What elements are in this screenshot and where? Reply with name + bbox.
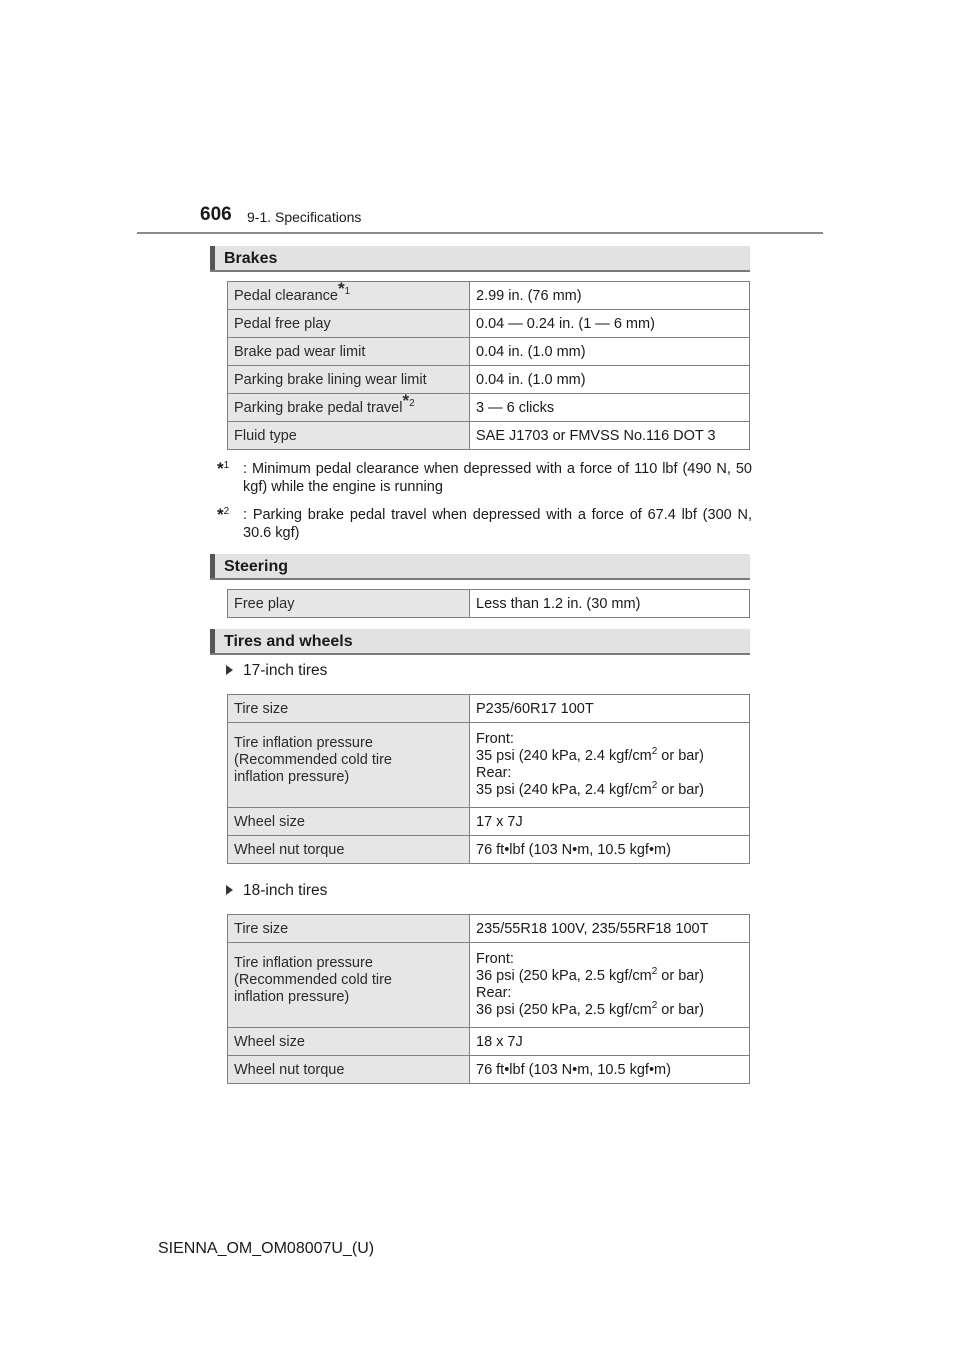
spec-label: Wheel nut torque bbox=[228, 836, 470, 864]
table-row bbox=[228, 590, 750, 618]
tires-17-subheading: 17-inch tires bbox=[226, 662, 327, 680]
spec-label: Wheel nut torque bbox=[228, 1056, 470, 1084]
table-row bbox=[228, 808, 750, 836]
steering-heading-label: Steering bbox=[224, 558, 289, 575]
table-row bbox=[228, 943, 750, 1028]
table-row bbox=[228, 1028, 750, 1056]
table-row bbox=[228, 723, 750, 808]
table-row bbox=[228, 366, 750, 394]
table-row bbox=[228, 310, 750, 338]
table-row bbox=[228, 695, 750, 723]
table-row bbox=[228, 915, 750, 943]
spec-label: Tire size bbox=[228, 695, 470, 723]
spec-value: Front: 35 psi (240 kPa, 2.4 kgf/$cm^2$ or bar) Rear: 35 psi (240 kPa, 2.4 kgf/$cm^2$ or bar) bbox=[470, 723, 750, 808]
table-row bbox=[228, 394, 750, 422]
table-row bbox=[228, 422, 750, 450]
tires-17-table bbox=[227, 694, 750, 864]
spec-label: Tire inflation pressure (Recommended cold tire inflation pressure) bbox=[228, 723, 470, 808]
spec-value: 0.04 in. (1.0 mm) bbox=[470, 366, 750, 394]
spec-label: Pedal clearance$^{*1}$ bbox=[228, 282, 470, 310]
brakes-heading-label: Brakes bbox=[224, 250, 278, 267]
spec-label: Brake pad wear limit bbox=[228, 338, 470, 366]
spec-label: Parking brake pedal travel$^{*2}$ bbox=[228, 394, 470, 422]
steering-heading bbox=[210, 554, 750, 580]
spec-label: Fluid type bbox=[228, 422, 470, 450]
spec-value: 0.04 in. (1.0 mm) bbox=[470, 338, 750, 366]
header-divider bbox=[137, 232, 823, 234]
spec-value: P235/60R17 100T bbox=[470, 695, 750, 723]
page-number: 606 bbox=[200, 204, 232, 225]
spec-label: Free play bbox=[228, 590, 470, 618]
spec-value: SAE J1703 or FMVSS No.116 DOT 3 bbox=[470, 422, 750, 450]
spec-label: Wheel size bbox=[228, 1028, 470, 1056]
spec-value: 17 x 7J bbox=[470, 808, 750, 836]
tires-heading-label: Tires and wheels bbox=[224, 633, 353, 650]
section-title: 9-1. Specifications bbox=[247, 209, 362, 225]
table-row bbox=[228, 836, 750, 864]
bullet-arrow-icon bbox=[226, 885, 233, 895]
spec-value: 18 x 7J bbox=[470, 1028, 750, 1056]
brakes-table bbox=[227, 278, 750, 450]
spec-value: 3 — 6 clicks bbox=[470, 394, 750, 422]
spec-label: Wheel size bbox=[228, 808, 470, 836]
spec-value: 2.99 in. (76 mm) bbox=[470, 282, 750, 310]
spec-label: Tire size bbox=[228, 915, 470, 943]
tires-18-subheading: 18-inch tires bbox=[226, 882, 327, 900]
tires-18-table bbox=[227, 914, 750, 1084]
bullet-arrow-icon bbox=[226, 665, 233, 675]
brakes-heading bbox=[210, 246, 750, 272]
table-row bbox=[228, 282, 750, 310]
footnote-1: *$^1$ : Minimum pedal clearance when depressed with a force of 110 lbf (490 N, 50 kgf) while the engine is running bbox=[217, 459, 752, 495]
spec-value: 76 ft•lbf (103 N•m, 10.5 kgf•m) bbox=[470, 836, 750, 864]
spec-label: Tire inflation pressure (Recommended cold tire inflation pressure) bbox=[228, 943, 470, 1028]
spec-value: Less than 1.2 in. (30 mm) bbox=[470, 590, 750, 618]
steering-table bbox=[227, 589, 750, 618]
spec-value: 0.04 — 0.24 in. (1 — 6 mm) bbox=[470, 310, 750, 338]
table-row bbox=[228, 1056, 750, 1084]
spec-value: Front: 36 psi (250 kPa, 2.5 kgf/$cm^2$ or bar) Rear: 36 psi (250 kPa, 2.5 kgf/$cm^2$ or bar) bbox=[470, 943, 750, 1028]
table-row bbox=[228, 338, 750, 366]
spec-value: 235/55R18 100V, 235/55RF18 100T bbox=[470, 915, 750, 943]
tires-heading bbox=[210, 629, 750, 655]
spec-label: Parking brake lining wear limit bbox=[228, 366, 470, 394]
footnote-2: *$^2$ : Parking brake pedal travel when depressed with a force of 67.4 lbf (300 N, 30.6 kgf) bbox=[217, 505, 752, 541]
document-code: SIENNA_OM_OM08007U_(U) bbox=[158, 1240, 375, 1257]
spec-label: Pedal free play bbox=[228, 310, 470, 338]
spec-value: 76 ft•lbf (103 N•m, 10.5 kgf•m) bbox=[470, 1056, 750, 1084]
